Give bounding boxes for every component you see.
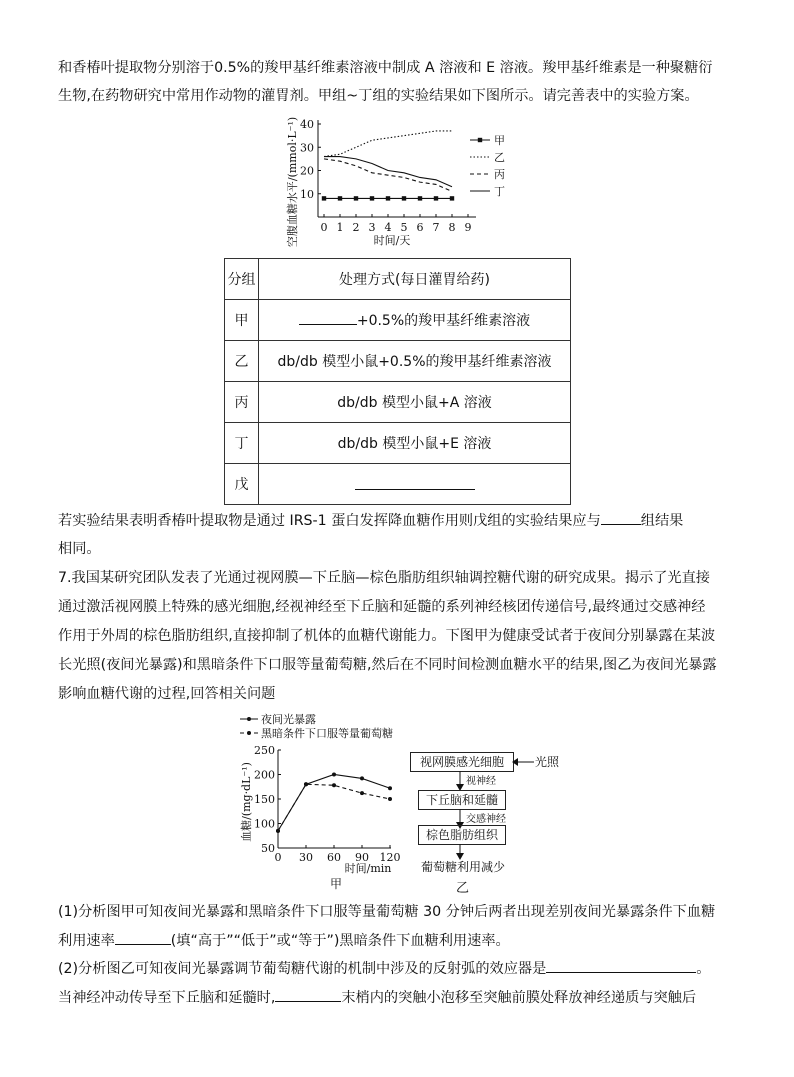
x-tick-label: 8 — [448, 221, 456, 234]
answer-blank[interactable] — [299, 310, 357, 325]
after-table-text-end: 组结果 — [640, 513, 684, 529]
table-cell-method — [259, 464, 571, 505]
data-point — [402, 196, 406, 200]
q2-line — [58, 958, 711, 979]
arrow-left-icon — [512, 756, 534, 768]
data-point — [304, 782, 308, 786]
q1-text: 利用速率 — [58, 933, 115, 949]
x-tick-label: 2 — [352, 221, 360, 234]
q1-line-2 — [58, 930, 510, 951]
table-cell-method: db/db 模型小鼠+E 溶液 — [259, 423, 571, 464]
data-point — [450, 196, 454, 200]
legend-label: 甲 — [494, 134, 505, 147]
flow-light-label: 光照 — [535, 755, 560, 769]
answer-blank[interactable] — [275, 987, 341, 1002]
intro-line-1: 和香椿叶提取物分别溶于0.5%的羧甲基纤维素溶液中制成 A 溶液和 E 溶液。羧甲基纤维素是一种聚糖衍 — [58, 60, 713, 76]
series-line-1 — [324, 131, 452, 157]
legend-marker — [247, 717, 251, 721]
q3-line — [58, 987, 696, 1008]
x-tick-label: 5 — [400, 221, 408, 234]
data-point — [386, 196, 390, 200]
legend-marker — [247, 731, 251, 735]
chart2-xlabel: 时间/min — [344, 862, 392, 875]
flow-box-retina: 视网膜感光细胞 — [410, 752, 514, 772]
q7-line-5: 影响血糖代谢的过程,回答相关问题 — [58, 686, 276, 702]
x-tick-label: 7 — [432, 221, 440, 234]
legend-label: 丁 — [494, 185, 505, 198]
data-point — [360, 791, 364, 795]
x-tick-label: 6 — [416, 221, 424, 234]
x-tick-label: 120 — [379, 851, 401, 864]
experiment-table — [224, 258, 571, 505]
x-tick-label: 0 — [320, 221, 328, 234]
blood-glucose-days-chart — [278, 112, 518, 252]
x-tick-label: 1 — [336, 221, 344, 234]
q3-text-end: 末梢内的突触小泡移至突触前膜处释放神经递质与突触后 — [341, 990, 697, 1006]
x-tick-label: 60 — [327, 851, 341, 864]
flow-arrow-label-optic: 视神经 — [466, 776, 496, 787]
y-tick-label: 250 — [254, 744, 275, 757]
q1-line-1: (1)分析图甲可知夜间光暴露和黑暗条件下口服等量葡萄糖 30 分钟后两者出现差别夜间光暴露条件下血糖 — [58, 904, 716, 920]
q7-line-4: 长光照(夜间光暴露)和黑暗条件下口服等量葡萄糖,然后在不同时间检测血糖水平的结果,图乙为夜间光暴露 — [58, 657, 717, 673]
answer-blank[interactable] — [355, 475, 475, 490]
chart1-xlabel: 时间/天 — [373, 234, 411, 247]
answer-blank[interactable] — [601, 510, 641, 525]
legend-label: 乙 — [494, 151, 505, 164]
y-tick-label: 200 — [254, 768, 275, 782]
table-cell-group: 丙 — [225, 382, 259, 423]
table-row — [225, 341, 571, 382]
series-line-1 — [278, 784, 390, 831]
after-table-line-1 — [58, 510, 683, 531]
chart2-caption: 甲 — [329, 877, 343, 890]
flow-box-hypothalamus: 下丘脑和延髓 — [418, 790, 506, 810]
q7-line-1: 7.我国某研究团队发表了光通过视网膜—下丘脑—棕色脂肪组织轴调控糖代谢的研究成果。揭示了光直接 — [58, 570, 710, 586]
after-table-text: 若实验结果表明香椿叶提取物是通过 IRS-1 蛋白发挥降血糖作用则戊组的实验结果应与 — [58, 513, 601, 529]
y-tick-label: 100 — [254, 817, 275, 831]
legend-label: 丙 — [494, 168, 505, 181]
table-header-row — [225, 259, 571, 300]
table-cell-method — [259, 300, 571, 341]
answer-blank[interactable] — [115, 930, 171, 945]
data-point — [354, 196, 358, 200]
legend-label: 黑暗条件下口服等量葡萄糖 — [261, 727, 393, 740]
table-cell-method: db/db 模型小鼠+0.5%的羧甲基纤维素溶液 — [259, 341, 571, 382]
table-row — [225, 382, 571, 423]
y-tick-label: 20 — [300, 164, 314, 178]
data-point — [388, 786, 392, 790]
data-point — [322, 196, 326, 200]
table-row — [225, 300, 571, 341]
series-line-3 — [324, 157, 452, 187]
flow-arrow-label-sympathetic: 交感神经 — [466, 814, 506, 825]
y-tick-label: 30 — [300, 141, 314, 155]
q2-text: (2)分析图乙可知夜间光暴露调节葡萄糖代谢的机制中涉及的反射弧的效应器是 — [58, 961, 547, 977]
table-cell-group: 丁 — [225, 423, 259, 464]
data-point — [332, 773, 336, 777]
x-tick-label: 3 — [368, 221, 376, 234]
table-cell-group: 乙 — [225, 341, 259, 382]
table-cell-group: 甲 — [225, 300, 259, 341]
table-row — [225, 464, 571, 505]
chart2-ylabel: 血糖/(mg·dL⁻¹) — [240, 762, 253, 842]
y-tick-label: 40 — [300, 118, 314, 131]
q1-text-end: (填“高于”“低于”或“等于”)黑暗条件下血糖利用速率。 — [170, 933, 510, 949]
data-point — [338, 196, 342, 200]
series-line-0 — [278, 775, 390, 831]
table-row — [225, 423, 571, 464]
flow-box-brown-fat: 棕色脂肪组织 — [418, 825, 506, 845]
table-header-group: 分组 — [225, 259, 259, 300]
data-point — [332, 783, 336, 787]
arrow-down-icon — [455, 771, 465, 791]
table-cell-method: db/db 模型小鼠+A 溶液 — [259, 382, 571, 423]
legend-label: 夜间光暴露 — [261, 713, 316, 726]
y-tick-label: 10 — [300, 187, 314, 201]
x-tick-label: 4 — [384, 221, 392, 234]
data-point — [370, 196, 374, 200]
q3-text: 当神经冲动传导至下丘脑和延髓时, — [58, 990, 276, 1006]
data-point — [276, 829, 280, 833]
intro-line-2: 生物,在药物研究中常用作动物的灌胃剂。甲组~丁组的实验结果如下图所示。请完善表中的实验方案。 — [58, 88, 699, 104]
table-cell-group: 戊 — [225, 464, 259, 505]
y-tick-label: 50 — [261, 842, 275, 855]
x-tick-label: 9 — [464, 221, 472, 234]
q2-text-end: 。 — [696, 961, 711, 977]
x-tick-label: 0 — [274, 851, 282, 864]
x-tick-label: 90 — [355, 851, 369, 864]
series-line-2 — [324, 159, 452, 192]
q7-line-2: 通过激活视网膜上特殊的感光细胞,经视神经至下丘脑和延髓的系列神经核团传递信号,最终通过交感神经 — [58, 599, 706, 615]
data-point — [388, 797, 392, 801]
data-point — [418, 196, 422, 200]
x-tick-label: 30 — [299, 851, 313, 864]
chart1-ylabel: 空腹血糖水平/(mmol·L⁻¹) — [286, 116, 299, 248]
q7-line-3: 作用于外周的棕色脂肪组织,直接抑制了机体的血糖代谢能力。下图甲为健康受试者于夜间分别暴露在某波 — [58, 628, 716, 644]
after-table-line-2: 相同。 — [58, 541, 101, 557]
y-tick-label: 150 — [254, 793, 275, 806]
blood-glucose-minutes-chart — [236, 710, 416, 890]
data-point — [434, 196, 438, 200]
method-text: +0.5%的羧甲基纤维素溶液 — [356, 313, 531, 329]
legend-marker — [478, 138, 482, 142]
data-point — [360, 776, 364, 780]
flow-result: 葡萄糖利用减少 — [421, 860, 506, 874]
table-header-method: 处理方式(每日灌胃给药) — [259, 259, 571, 300]
answer-blank[interactable] — [546, 958, 696, 973]
flow-caption: 乙 — [456, 881, 470, 896]
